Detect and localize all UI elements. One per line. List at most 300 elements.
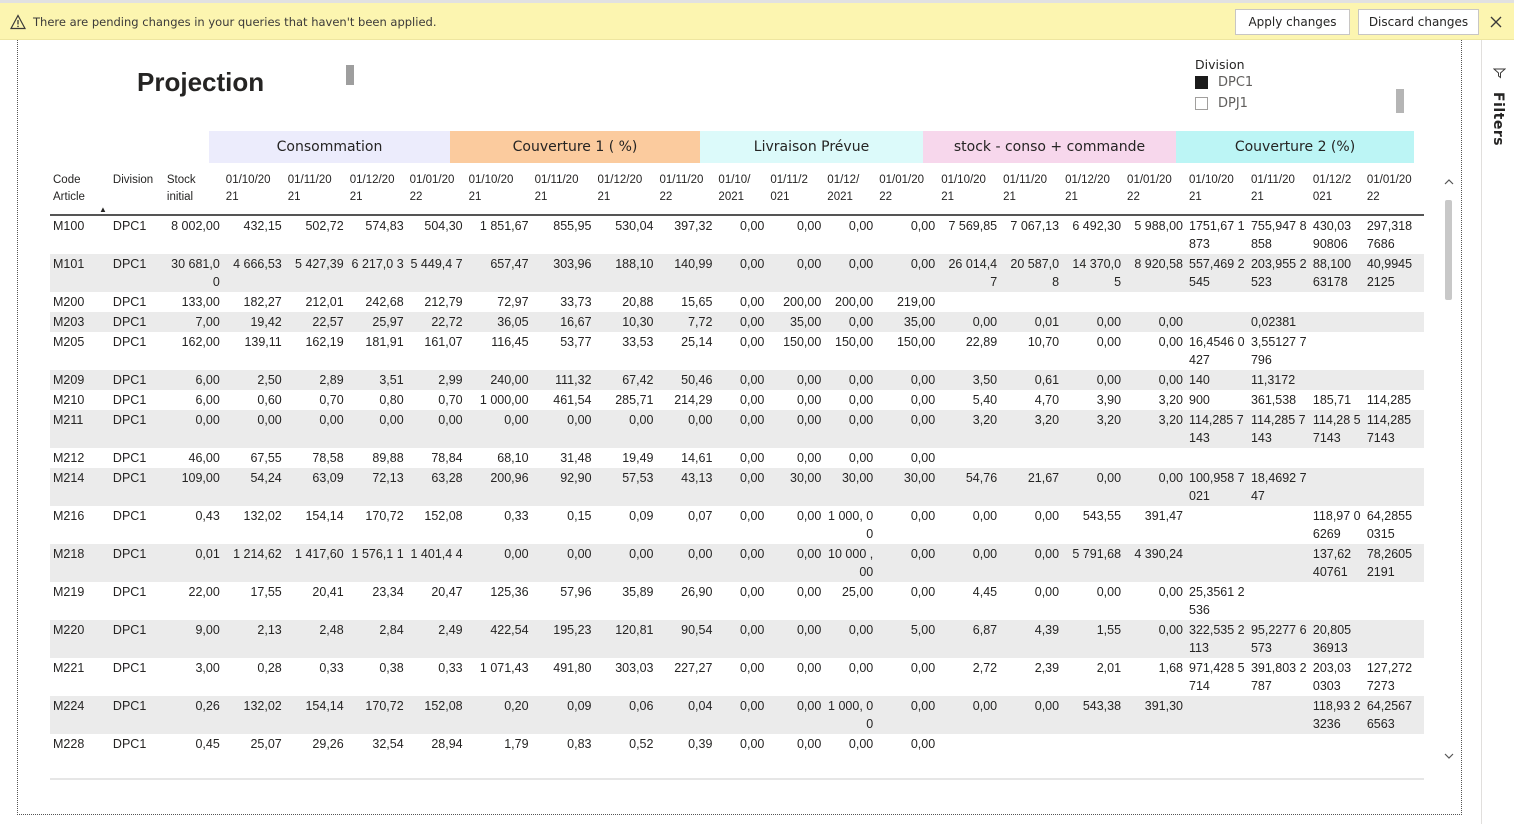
- table-cell: 22,89: [965, 335, 998, 349]
- table-cell: 0,00: [595, 410, 657, 448]
- table-cell: 20,47: [431, 585, 463, 599]
- table-cell: DPC1: [112, 585, 147, 599]
- table-cell: 0,00: [715, 312, 767, 332]
- table-cell: [1186, 506, 1248, 544]
- column-header[interactable]: 01/12/ 2021: [827, 174, 860, 203]
- table-cell: [1000, 448, 1062, 468]
- table-cell: M210: [53, 393, 85, 407]
- table-cell: 30,00: [876, 468, 938, 506]
- table-cell: M209: [50, 370, 110, 390]
- table-cell: [1186, 544, 1248, 582]
- table-cell: 543,38: [1062, 696, 1124, 734]
- table-cell: 170,72: [347, 696, 407, 734]
- table-cell: [1364, 448, 1424, 468]
- table-row[interactable]: [50, 390, 1424, 410]
- table-cell: 0,70: [319, 393, 344, 407]
- table-cell: 0,00: [876, 696, 938, 734]
- table-cell: 182,27: [243, 295, 282, 309]
- table-cell: [1364, 620, 1424, 658]
- table-cell: 32,54: [372, 737, 404, 751]
- table-cell: 530,04: [615, 219, 654, 233]
- table-cell: [1364, 332, 1424, 370]
- table-cell: 0,00: [1158, 585, 1183, 599]
- table-cell: 432,15: [243, 219, 282, 233]
- table-cell: 200,00: [835, 295, 874, 309]
- table-cell: 10,30: [595, 312, 657, 332]
- table-cell: 900: [1189, 393, 1210, 407]
- table-cell: [1124, 448, 1186, 468]
- table-cell: 25,07: [250, 737, 282, 751]
- table-cell: 28,94: [431, 737, 463, 751]
- column-header[interactable]: 01/10/20 21: [225, 174, 271, 203]
- table-cell: DPC1: [110, 468, 164, 506]
- table-cell: 95,2277 6573: [1248, 620, 1310, 658]
- table-cell: 0,00: [848, 219, 874, 233]
- table-cell: 0,00: [910, 737, 936, 751]
- table-cell: 0,60: [257, 393, 282, 407]
- table-cell: 68,10: [497, 451, 529, 465]
- table-cell: 35,00: [767, 312, 824, 332]
- table-cell: 162,19: [305, 335, 344, 349]
- table-cell: 1 576,1 1: [347, 544, 407, 582]
- table-cell: 7,72: [656, 312, 715, 332]
- table-cell: 19,42: [223, 312, 285, 332]
- table-cell: 63,28: [407, 468, 466, 506]
- table-cell: 491,80: [553, 661, 592, 675]
- table-cell: 195,23: [532, 620, 595, 658]
- table-row[interactable]: [50, 468, 1424, 506]
- slicer-item-dpj1[interactable]: [1195, 96, 1248, 111]
- table-row[interactable]: [50, 582, 1424, 620]
- table-cell: M221: [53, 661, 85, 675]
- resize-handle[interactable]: [346, 65, 354, 85]
- table-cell: 7,00: [164, 312, 223, 332]
- table-cell: 0,00: [407, 410, 466, 448]
- table-cell: 0,00: [1124, 312, 1186, 332]
- table-cell: 240,00: [466, 370, 532, 390]
- table-cell: 2,13: [223, 620, 285, 658]
- table-row[interactable]: [50, 292, 1424, 312]
- table-cell: M212: [53, 451, 85, 465]
- table-cell: DPC1: [112, 295, 147, 309]
- column-header[interactable]: 01/01/20 22: [1127, 174, 1172, 203]
- table-cell: 17,55: [250, 585, 282, 599]
- slicer-scroll-handle[interactable]: [1396, 89, 1404, 113]
- table-cell: 0,00: [1124, 468, 1186, 506]
- table-cell: 0,00: [824, 254, 876, 292]
- table-cell: 67,42: [595, 370, 657, 390]
- table-cell: 0,00: [824, 312, 876, 332]
- column-header[interactable]: 01/10/20 21: [941, 174, 986, 203]
- column-header[interactable]: 01/11/20 21: [1003, 174, 1048, 203]
- table-cell: 185,71: [1312, 393, 1352, 407]
- table-cell: 0,00: [938, 544, 1000, 582]
- table-cell: 36,05: [466, 312, 532, 332]
- table-cell: 114,285 7143: [1186, 410, 1248, 448]
- table-row[interactable]: [50, 215, 1424, 254]
- table-cell: 0,00: [740, 661, 765, 675]
- table-cell: [1186, 734, 1248, 754]
- table-cell: 0,00: [848, 661, 874, 675]
- table-cell: 3,50: [938, 370, 1000, 390]
- table-cell: DPC1: [112, 737, 147, 751]
- table-cell: 1 214,62: [223, 544, 285, 582]
- table-cell: 0,00: [740, 509, 765, 523]
- table-cell: [1248, 734, 1310, 754]
- column-header[interactable]: 01/12/20 21: [1065, 174, 1110, 203]
- table-cell: 0,00: [1096, 335, 1122, 349]
- table-row[interactable]: [50, 734, 1424, 754]
- table-cell: 0,00: [715, 370, 767, 390]
- table-cell: 4,39: [1000, 620, 1062, 658]
- scroll-down-icon[interactable]: [1443, 750, 1455, 762]
- table-cell: 3,20: [1158, 393, 1183, 407]
- table-cell: 0,00: [876, 370, 938, 390]
- column-header[interactable]: 01/01/20 22: [409, 174, 455, 203]
- table-cell: 3,20: [1124, 410, 1186, 448]
- table-cell: 0,00: [656, 544, 715, 582]
- table-cell: 23,34: [372, 585, 404, 599]
- slicer-item-label: DPJ1: [1218, 96, 1248, 111]
- discard-changes-button[interactable]: Discard changes: [1358, 9, 1479, 35]
- column-header[interactable]: 01/11/2 021: [770, 174, 808, 203]
- table-cell: 0,00: [740, 295, 765, 309]
- table-cell: [1186, 696, 1248, 734]
- table-cell: 397,32: [674, 219, 713, 233]
- table-cell: 0,00: [532, 410, 595, 448]
- table-cell: 0,00: [824, 620, 876, 658]
- table-cell: 140: [1186, 370, 1248, 390]
- table-cell: [1310, 582, 1364, 620]
- pending-changes-banner: [0, 3, 1514, 40]
- table-cell: 15,65: [681, 295, 713, 309]
- column-header[interactable]: Code Article ▲: [53, 174, 107, 214]
- table-cell: 0,61: [1000, 370, 1062, 390]
- table-cell: 200,00: [783, 295, 822, 309]
- table-cell: [1310, 292, 1364, 312]
- filters-label[interactable]: Filters: [1490, 92, 1506, 147]
- table-cell: DPC1: [112, 509, 147, 523]
- table-cell: DPC1: [110, 312, 164, 332]
- table-cell: 971,428 5714: [1189, 661, 1245, 693]
- table-cell: 0,00: [715, 696, 767, 734]
- table-cell: M224: [50, 696, 110, 734]
- table-cell: 14 370,0 5: [1062, 254, 1124, 292]
- table-row[interactable]: [50, 658, 1424, 696]
- table-cell: 0,00: [910, 585, 936, 599]
- table-cell: 6 217,0 3: [347, 254, 407, 292]
- column-header[interactable]: 01/10/20 21: [1189, 174, 1234, 203]
- table-row[interactable]: [50, 696, 1424, 734]
- table-cell: 4 390,24: [1124, 544, 1186, 582]
- table-cell: 0,26: [164, 696, 223, 734]
- table-cell: 0,00: [796, 585, 822, 599]
- column-header[interactable]: Division: [112, 174, 154, 186]
- table-cell: 20,88: [622, 295, 654, 309]
- table-cell: 203,955 2523: [1248, 254, 1310, 292]
- apply-changes-button[interactable]: Apply changes: [1235, 9, 1350, 35]
- table-cell: 0,00: [796, 661, 822, 675]
- group-couverture-1: Couverture 1 ( %): [450, 131, 700, 163]
- table-cell: 89,88: [372, 451, 404, 465]
- table-cell: 22,57: [285, 312, 347, 332]
- table-cell: 0,38: [379, 661, 404, 675]
- table-header-row: [50, 170, 1424, 215]
- table-cell: [1186, 292, 1248, 312]
- column-header[interactable]: Stock initial: [166, 174, 196, 203]
- table-cell: 0,00: [824, 410, 876, 448]
- table-cell: 0,04: [656, 696, 715, 734]
- table-cell: 114,285: [1366, 393, 1412, 407]
- table-cell: 35,89: [622, 585, 654, 599]
- table-cell: 26,90: [681, 585, 713, 599]
- table-cell: 855,95: [553, 219, 592, 233]
- table-cell: M219: [53, 585, 85, 599]
- table-cell: 150,00: [835, 335, 874, 349]
- table-cell: [1124, 734, 1186, 754]
- table-cell: 0,00: [910, 219, 936, 233]
- table-cell: 92,90: [532, 468, 595, 506]
- table-cell: 0,00: [164, 410, 223, 448]
- filter-funnel-icon[interactable]: [1493, 67, 1506, 79]
- scroll-up-icon[interactable]: [1443, 176, 1455, 188]
- table-cell: [1062, 448, 1124, 468]
- table-cell: 114,285 7143: [1364, 410, 1424, 448]
- table-cell: 4,70: [1034, 393, 1060, 407]
- column-header[interactable]: 01/12/2 021: [1312, 174, 1352, 203]
- table-cell: 504,30: [424, 219, 463, 233]
- table-row[interactable]: [50, 332, 1424, 370]
- vertical-scrollbar-thumb[interactable]: [1445, 200, 1452, 300]
- projection-table[interactable]: [50, 170, 1424, 780]
- slicer-item-dpc1[interactable]: [1195, 75, 1253, 90]
- column-header[interactable]: 01/11/20 21: [534, 174, 579, 203]
- table-cell: 2,01: [1096, 661, 1122, 675]
- table-cell: 78,58: [312, 451, 344, 465]
- table-cell: 7 067,13: [1010, 219, 1060, 233]
- table-cell: 152,08: [424, 509, 463, 523]
- table-cell: 46,00: [188, 451, 220, 465]
- table-cell: 2,72: [972, 661, 998, 675]
- table-cell: 140,99: [656, 254, 715, 292]
- warning-icon: [10, 14, 26, 30]
- table-cell: 22,72: [407, 312, 466, 332]
- table-cell: 0,00: [876, 410, 938, 448]
- table-cell: 0,00: [848, 393, 874, 407]
- table-cell: 0,00: [466, 544, 532, 582]
- table-cell: 0,39: [688, 737, 713, 751]
- table-cell: 0,00: [1096, 585, 1122, 599]
- column-header[interactable]: 01/11/20 21: [287, 174, 332, 203]
- table-cell: 0,33: [504, 509, 529, 523]
- column-group-headers: [209, 131, 1414, 163]
- table-cell: 0,07: [688, 509, 713, 523]
- table-cell: 0,00: [715, 254, 767, 292]
- table-cell: M200: [53, 295, 85, 309]
- table-cell: [1248, 292, 1310, 312]
- table-cell: 0,00: [740, 335, 765, 349]
- table-cell: 5 449,4 7: [407, 254, 466, 292]
- table-row[interactable]: [50, 506, 1424, 544]
- checkbox-unchecked[interactable]: [1195, 97, 1208, 110]
- close-icon[interactable]: [1489, 15, 1503, 29]
- table-cell: 0,43: [195, 509, 220, 523]
- horizontal-scrollbar[interactable]: [50, 778, 1424, 780]
- table-cell: 1,55: [1062, 620, 1124, 658]
- table-cell: 0,00: [876, 254, 938, 292]
- table-cell: 5,00: [876, 620, 938, 658]
- table-cell: 3,51: [347, 370, 407, 390]
- table-cell: 100,958 7021: [1186, 468, 1248, 506]
- table-cell: 391,803 2787: [1250, 661, 1307, 693]
- table-cell: 6,00: [195, 393, 220, 407]
- table-cell: 29,26: [312, 737, 344, 751]
- column-header[interactable]: 01/10/ 2021: [718, 174, 751, 203]
- column-header[interactable]: 01/10/20 21: [468, 174, 514, 203]
- table-cell: [1310, 468, 1364, 506]
- table-cell: [1062, 734, 1124, 754]
- table-row[interactable]: [50, 448, 1424, 468]
- table-cell: 4 666,53: [223, 254, 285, 292]
- table-cell: [938, 292, 1000, 312]
- table-cell: 5 791,68: [1062, 544, 1124, 582]
- table-cell: 0,00: [938, 312, 1000, 332]
- table-cell: 114,285 7143: [1248, 410, 1310, 448]
- table-cell: 0,20: [466, 696, 532, 734]
- table-cell: 0,00: [767, 544, 824, 582]
- sort-ascending-icon[interactable]: ▲: [99, 205, 107, 214]
- table-cell: M220: [50, 620, 110, 658]
- table-cell: 0,83: [567, 737, 592, 751]
- table-cell: 114,28 57143: [1310, 410, 1364, 448]
- table-cell: 120,81: [595, 620, 657, 658]
- table-cell: 203,03 0303: [1312, 661, 1352, 693]
- table-cell: 0,33: [319, 661, 344, 675]
- table-cell: 150,00: [896, 335, 936, 349]
- table-cell: [1310, 332, 1364, 370]
- table-row[interactable]: [50, 410, 1424, 448]
- table-row[interactable]: [50, 254, 1424, 292]
- column-header[interactable]: 01/11/20 22: [659, 174, 704, 203]
- table-cell: [1364, 370, 1424, 390]
- table-cell: 219,00: [896, 295, 936, 309]
- table-cell: 574,83: [365, 219, 404, 233]
- column-header[interactable]: 01/12/20 21: [597, 174, 643, 203]
- table-cell: 0,00: [223, 410, 285, 448]
- column-header[interactable]: 01/01/20 22: [1366, 174, 1412, 203]
- table-cell: [1248, 696, 1310, 734]
- table-cell: 1 000, 00: [824, 696, 876, 734]
- table-cell: DPC1: [112, 451, 147, 465]
- table-cell: 0,00: [1000, 544, 1062, 582]
- table-cell: 14,61: [681, 451, 713, 465]
- table-cell: 132,02: [243, 509, 282, 523]
- table-cell: 6,87: [938, 620, 1000, 658]
- table-cell: 0,00: [972, 509, 998, 523]
- table-row[interactable]: [50, 312, 1424, 332]
- table-cell: 67,55: [250, 451, 282, 465]
- table-cell: 0,00: [910, 509, 936, 523]
- table-cell: 0,02381: [1248, 312, 1310, 332]
- table-cell: 30,00: [824, 468, 876, 506]
- table-cell: [1310, 734, 1364, 754]
- group-consommation: Consommation: [209, 131, 450, 163]
- table-cell: 0,00: [715, 410, 767, 448]
- table-cell: [1364, 582, 1424, 620]
- table-cell: M205: [53, 335, 85, 349]
- table-cell: 227,27: [674, 661, 713, 675]
- table-cell: 303,96: [532, 254, 595, 292]
- table-cell: 25,00: [841, 585, 874, 599]
- table-row[interactable]: [50, 370, 1424, 390]
- column-header[interactable]: 01/01/20 22: [879, 174, 924, 203]
- column-header[interactable]: 01/12/20 21: [349, 174, 395, 203]
- filters-pane[interactable]: [1481, 40, 1514, 824]
- table-cell: 502,72: [305, 219, 344, 233]
- table-cell: 5,40: [972, 393, 998, 407]
- table-cell: 116,45: [491, 335, 529, 349]
- table-cell: 0,28: [257, 661, 282, 675]
- table-cell: 133,00: [181, 295, 220, 309]
- table-cell: 3,20: [1062, 410, 1124, 448]
- table-cell: 430,03 90806: [1312, 219, 1352, 251]
- table-cell: 2,99: [407, 370, 466, 390]
- table-cell: 0,00: [796, 451, 822, 465]
- table-cell: DPC1: [112, 661, 147, 675]
- table-cell: 0,00: [767, 410, 824, 448]
- table-row[interactable]: [50, 620, 1424, 658]
- checkbox-checked[interactable]: [1195, 76, 1208, 89]
- table-cell: 0,00: [347, 410, 407, 448]
- table-cell: 72,13: [347, 468, 407, 506]
- table-cell: 30,00: [767, 468, 824, 506]
- table-cell: 0,00: [1034, 509, 1060, 523]
- table-cell: 33,73: [560, 295, 592, 309]
- table-cell: 0,45: [195, 737, 220, 751]
- group-stock-conso-commande: stock - conso + commande: [923, 131, 1176, 163]
- table-cell: [1248, 582, 1310, 620]
- table-cell: 0,00: [1000, 696, 1062, 734]
- table-cell: 152,08: [407, 696, 466, 734]
- table-cell: 0,00: [1124, 370, 1186, 390]
- table-cell: DPC1: [110, 254, 164, 292]
- table-cell: 0,00: [767, 370, 824, 390]
- table-cell: 0,00: [910, 661, 936, 675]
- table-cell: 0,00: [285, 410, 347, 448]
- table-cell: 755,947 8858: [1250, 219, 1307, 251]
- table-row[interactable]: [50, 544, 1424, 582]
- table-cell: 20,41: [312, 585, 344, 599]
- table-cell: 361,538: [1250, 393, 1297, 407]
- table-cell: DPC1: [112, 335, 147, 349]
- table-cell: 0,00: [1158, 335, 1183, 349]
- table-cell: 30 681,0 0: [164, 254, 223, 292]
- table-cell: 20 587,0 8: [1000, 254, 1062, 292]
- table-cell: 25,97: [347, 312, 407, 332]
- slicer-item-label: DPC1: [1218, 75, 1254, 90]
- table-cell: 461,54: [553, 393, 592, 407]
- table-cell: 64,2567 6563: [1364, 696, 1424, 734]
- table-cell: 188,10: [595, 254, 657, 292]
- table-cell: 8 002,00: [171, 219, 220, 233]
- table-cell: 16,67: [532, 312, 595, 332]
- table-cell: 297,318 7686: [1366, 219, 1413, 251]
- column-header[interactable]: 01/11/20 21: [1250, 174, 1295, 203]
- table-cell: 3,20: [938, 410, 1000, 448]
- table-cell: 25,14: [681, 335, 713, 349]
- table-cell: 0,09: [532, 696, 595, 734]
- table-cell: 111,32: [532, 370, 595, 390]
